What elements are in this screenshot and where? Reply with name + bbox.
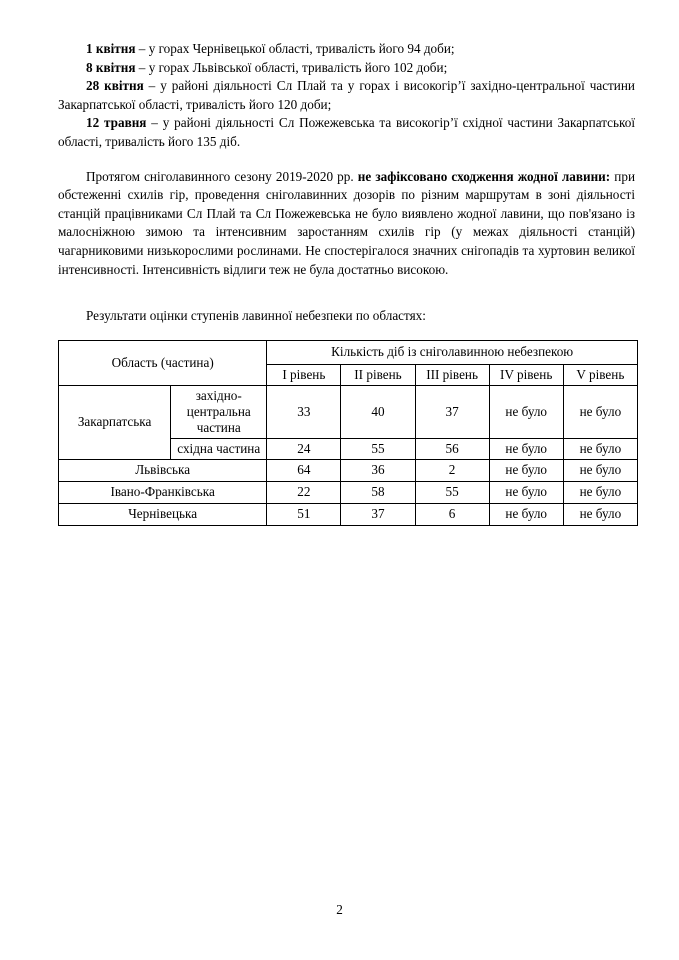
header-level-2: II рівень — [341, 364, 415, 385]
cell-part: східна частина — [171, 438, 267, 459]
cell-value: не було — [489, 385, 563, 438]
table-row — [59, 459, 638, 481]
cell-value: не було — [563, 481, 637, 503]
header-level-1: I рівень — [267, 364, 341, 385]
cell-value: 33 — [267, 385, 341, 438]
cell-value: 22 — [267, 481, 341, 503]
date-entry-4 — [58, 114, 635, 151]
cell-region-zakarpatska: Закарпатська — [59, 385, 171, 459]
cell-part: західно-центральна частина — [171, 385, 267, 438]
table-header-row-1 — [59, 340, 638, 364]
cell-value: 2 — [415, 459, 489, 481]
cell-region-chernivetska: Чернівецька — [59, 503, 267, 525]
cell-value: не було — [489, 438, 563, 459]
cell-value: не було — [489, 503, 563, 525]
date-label-1: 1 квітня — [86, 41, 136, 56]
header-level-5: V рівень — [563, 364, 637, 385]
cell-value: не було — [563, 438, 637, 459]
table-row — [59, 385, 638, 438]
date-label-2: 8 квітня — [86, 59, 136, 75]
date-list — [58, 40, 635, 152]
paragraph-bold: не зафіксовано сходження жодної лавини: — [357, 168, 611, 184]
cell-value: 56 — [415, 438, 489, 459]
cell-value: не було — [489, 481, 563, 503]
date-entry-2 — [58, 59, 635, 78]
header-days-span: Кількість діб із сніголавинною небезпекою — [267, 340, 638, 364]
cell-value: 55 — [341, 438, 415, 459]
cell-value: 64 — [267, 459, 341, 481]
cell-value: не було — [563, 459, 637, 481]
cell-value: 37 — [415, 385, 489, 438]
date-text-4: – у районі діяльності Сл Пожежевська та високогір’ї східної частини Закарпатської області, тривалість його 135 діб. — [58, 115, 635, 149]
cell-value: 58 — [341, 481, 415, 503]
cell-region-lvivska: Львівська — [59, 459, 267, 481]
cell-value: 40 — [341, 385, 415, 438]
header-region: Область (частина) — [59, 340, 267, 385]
cell-value: 36 — [341, 459, 415, 481]
paragraph-rest: при обстеженні схилів гір, проведення сніголавинних дозорів по різним маршрутам в зоні діяльності станцій працівниками Сл Плай та Сл Пожежевська не було виявлено жодної лавини, що пов'язано із малосніжною зимою та інтенсивним заростанням схилів гір (у межах діяльності станцій) чагарниковими низькорослими рослинами. Не спостерігалося значних снігопадів та хуртовин великої інтенсивності. Інтенсивність відлиги теж не була достатньо високою. — [58, 168, 635, 277]
avalanche-levels-table — [58, 340, 638, 526]
table-row — [59, 481, 638, 503]
cell-value: 24 — [267, 438, 341, 459]
cell-value: не було — [563, 503, 637, 525]
cell-value: не було — [563, 385, 637, 438]
cell-value: 51 — [267, 503, 341, 525]
date-text-2: – у горах Львівської області, тривалість його 102 доби; — [135, 59, 448, 75]
date-entry-3 — [58, 77, 635, 114]
cell-value: не було — [489, 459, 563, 481]
date-label-3: 28 квітня — [86, 78, 144, 94]
date-entry-1 — [58, 40, 635, 59]
paragraph-lead: Протягом сніголавинного сезону 2019-2020 рр. — [86, 168, 358, 184]
cell-value: 37 — [341, 503, 415, 525]
season-summary-paragraph — [58, 168, 635, 280]
page-number: 2 — [336, 902, 343, 917]
cell-region-ivano-frankivska: Івано-Франківська — [59, 481, 267, 503]
header-level-3: III рівень — [415, 364, 489, 385]
date-label-4: 12 травня — [86, 115, 147, 131]
table-row — [59, 503, 638, 525]
cell-value: 55 — [415, 481, 489, 503]
cell-value: 6 — [415, 503, 489, 525]
table-caption: Результати оцінки ступенів лавинної небезпеки по областях: — [86, 308, 426, 324]
date-text-1: – у горах Чернівецької області, тривалість його 94 доби; — [135, 41, 455, 56]
header-level-4: IV рівень — [489, 364, 563, 385]
date-text-3: – у районі діяльності Сл Плай та у горах і високогір’ї західно-центральної частини Закарпатської області, тривалість його 120 доби; — [58, 78, 635, 112]
